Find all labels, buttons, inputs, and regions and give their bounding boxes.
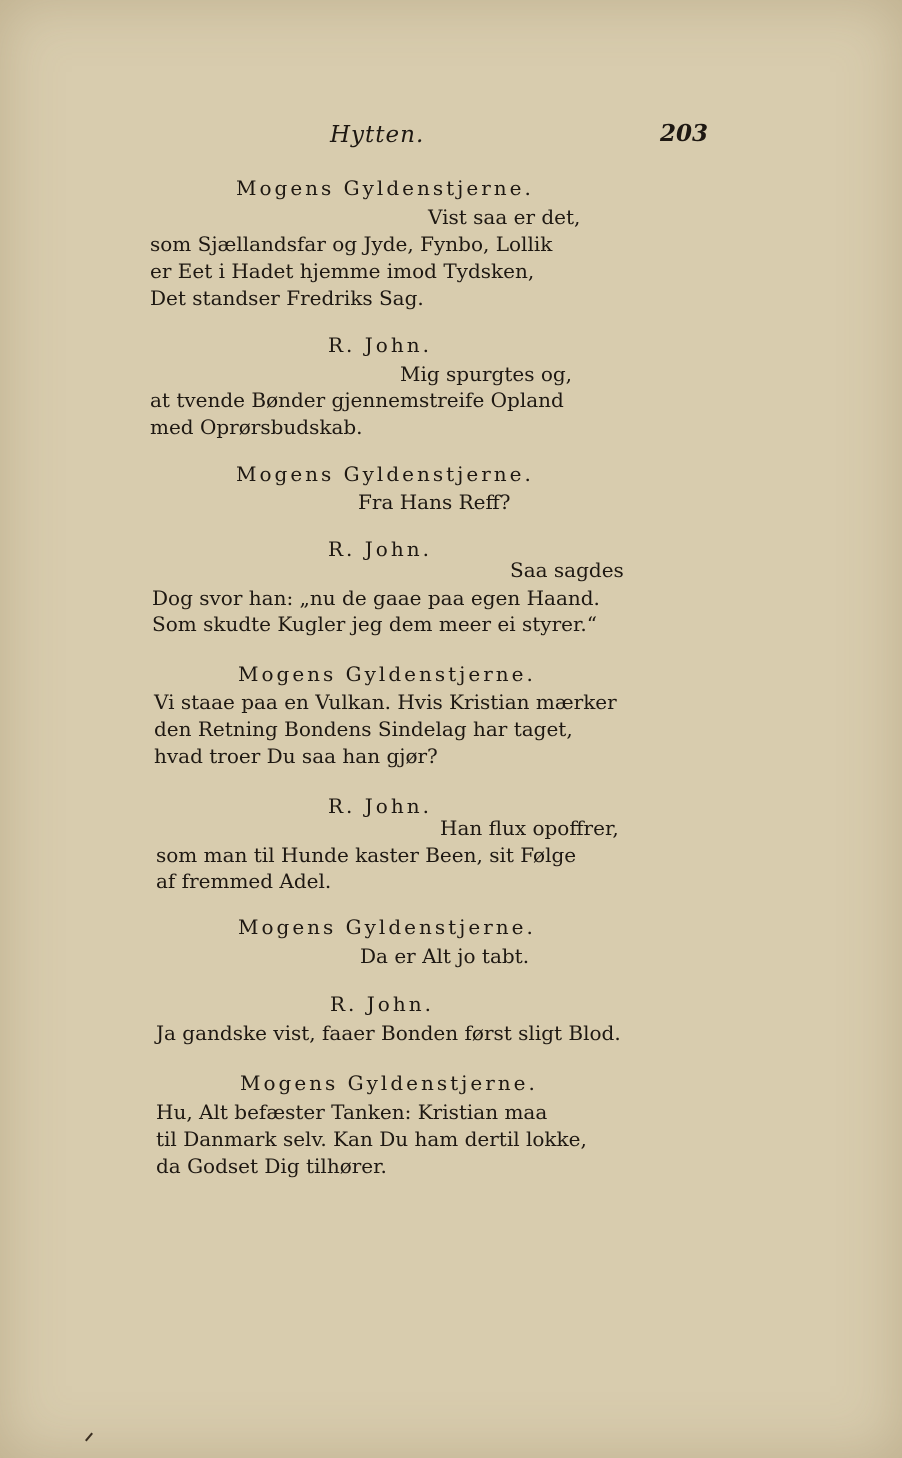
verse-line: af fremmed Adel. xyxy=(156,869,332,893)
verse-line: som man til Hunde kaster Been, sit Følge xyxy=(156,843,577,867)
verse-line: som Sjællandsfar og Jyde, Fynbo, Lollik xyxy=(150,232,553,256)
verse-line: Da er Alt jo tabt. xyxy=(360,944,530,968)
verse-line: hvad troer Du saa han gjør? xyxy=(154,744,438,768)
verse-line: at tvende Bønder gjennemstreife Opland xyxy=(150,388,564,412)
verse-line: Ja gandske vist, faaer Bonden først sligt Blod. xyxy=(156,1021,621,1045)
verse-line: med Oprørsbudskab. xyxy=(150,415,363,439)
verse-line: til Danmark selv. Kan Du ham dertil lokke, xyxy=(156,1127,587,1151)
verse-line: Mig spurgtes og, xyxy=(400,362,573,386)
running-header-title: Hytten. xyxy=(330,122,425,148)
verse-line: er Eet i Hadet hjemme imod Tydsken, xyxy=(150,259,535,283)
verse-line: Vist saa er det, xyxy=(428,205,581,229)
speaker-name: R. John. xyxy=(328,333,432,357)
speaker-name: R. John. xyxy=(330,992,434,1016)
verse-line: Fra Hans Reff? xyxy=(358,490,511,514)
pencil-mark xyxy=(85,1433,93,1442)
speaker-name: R. John. xyxy=(328,794,432,818)
verse-line: Han flux opoffrer, xyxy=(440,816,619,840)
verse-line: Hu, Alt befæster Tanken: Kristian maa xyxy=(156,1100,548,1124)
speaker-name: Mogens Gyldenstjerne. xyxy=(238,662,536,686)
speaker-name: Mogens Gyldenstjerne. xyxy=(236,176,534,200)
verse-line: Saa sagdes xyxy=(510,558,624,582)
verse-line: Det standser Fredriks Sag. xyxy=(150,286,424,310)
speaker-name: Mogens Gyldenstjerne. xyxy=(236,462,534,486)
verse-line: Vi staae paa en Vulkan. Hvis Kristian mærker xyxy=(154,690,617,714)
verse-line: da Godset Dig tilhører. xyxy=(156,1154,387,1178)
speaker-name: Mogens Gyldenstjerne. xyxy=(238,915,536,939)
speaker-name: R. John. xyxy=(328,537,432,561)
verse-line: Dog svor han: „nu de gaae paa egen Haand. xyxy=(152,586,600,610)
page-number: 203 xyxy=(660,120,709,147)
speaker-name: Mogens Gyldenstjerne. xyxy=(240,1071,538,1095)
verse-line: Som skudte Kugler jeg dem meer ei styrer.“ xyxy=(152,612,597,636)
verse-line: den Retning Bondens Sindelag har taget, xyxy=(154,717,573,741)
